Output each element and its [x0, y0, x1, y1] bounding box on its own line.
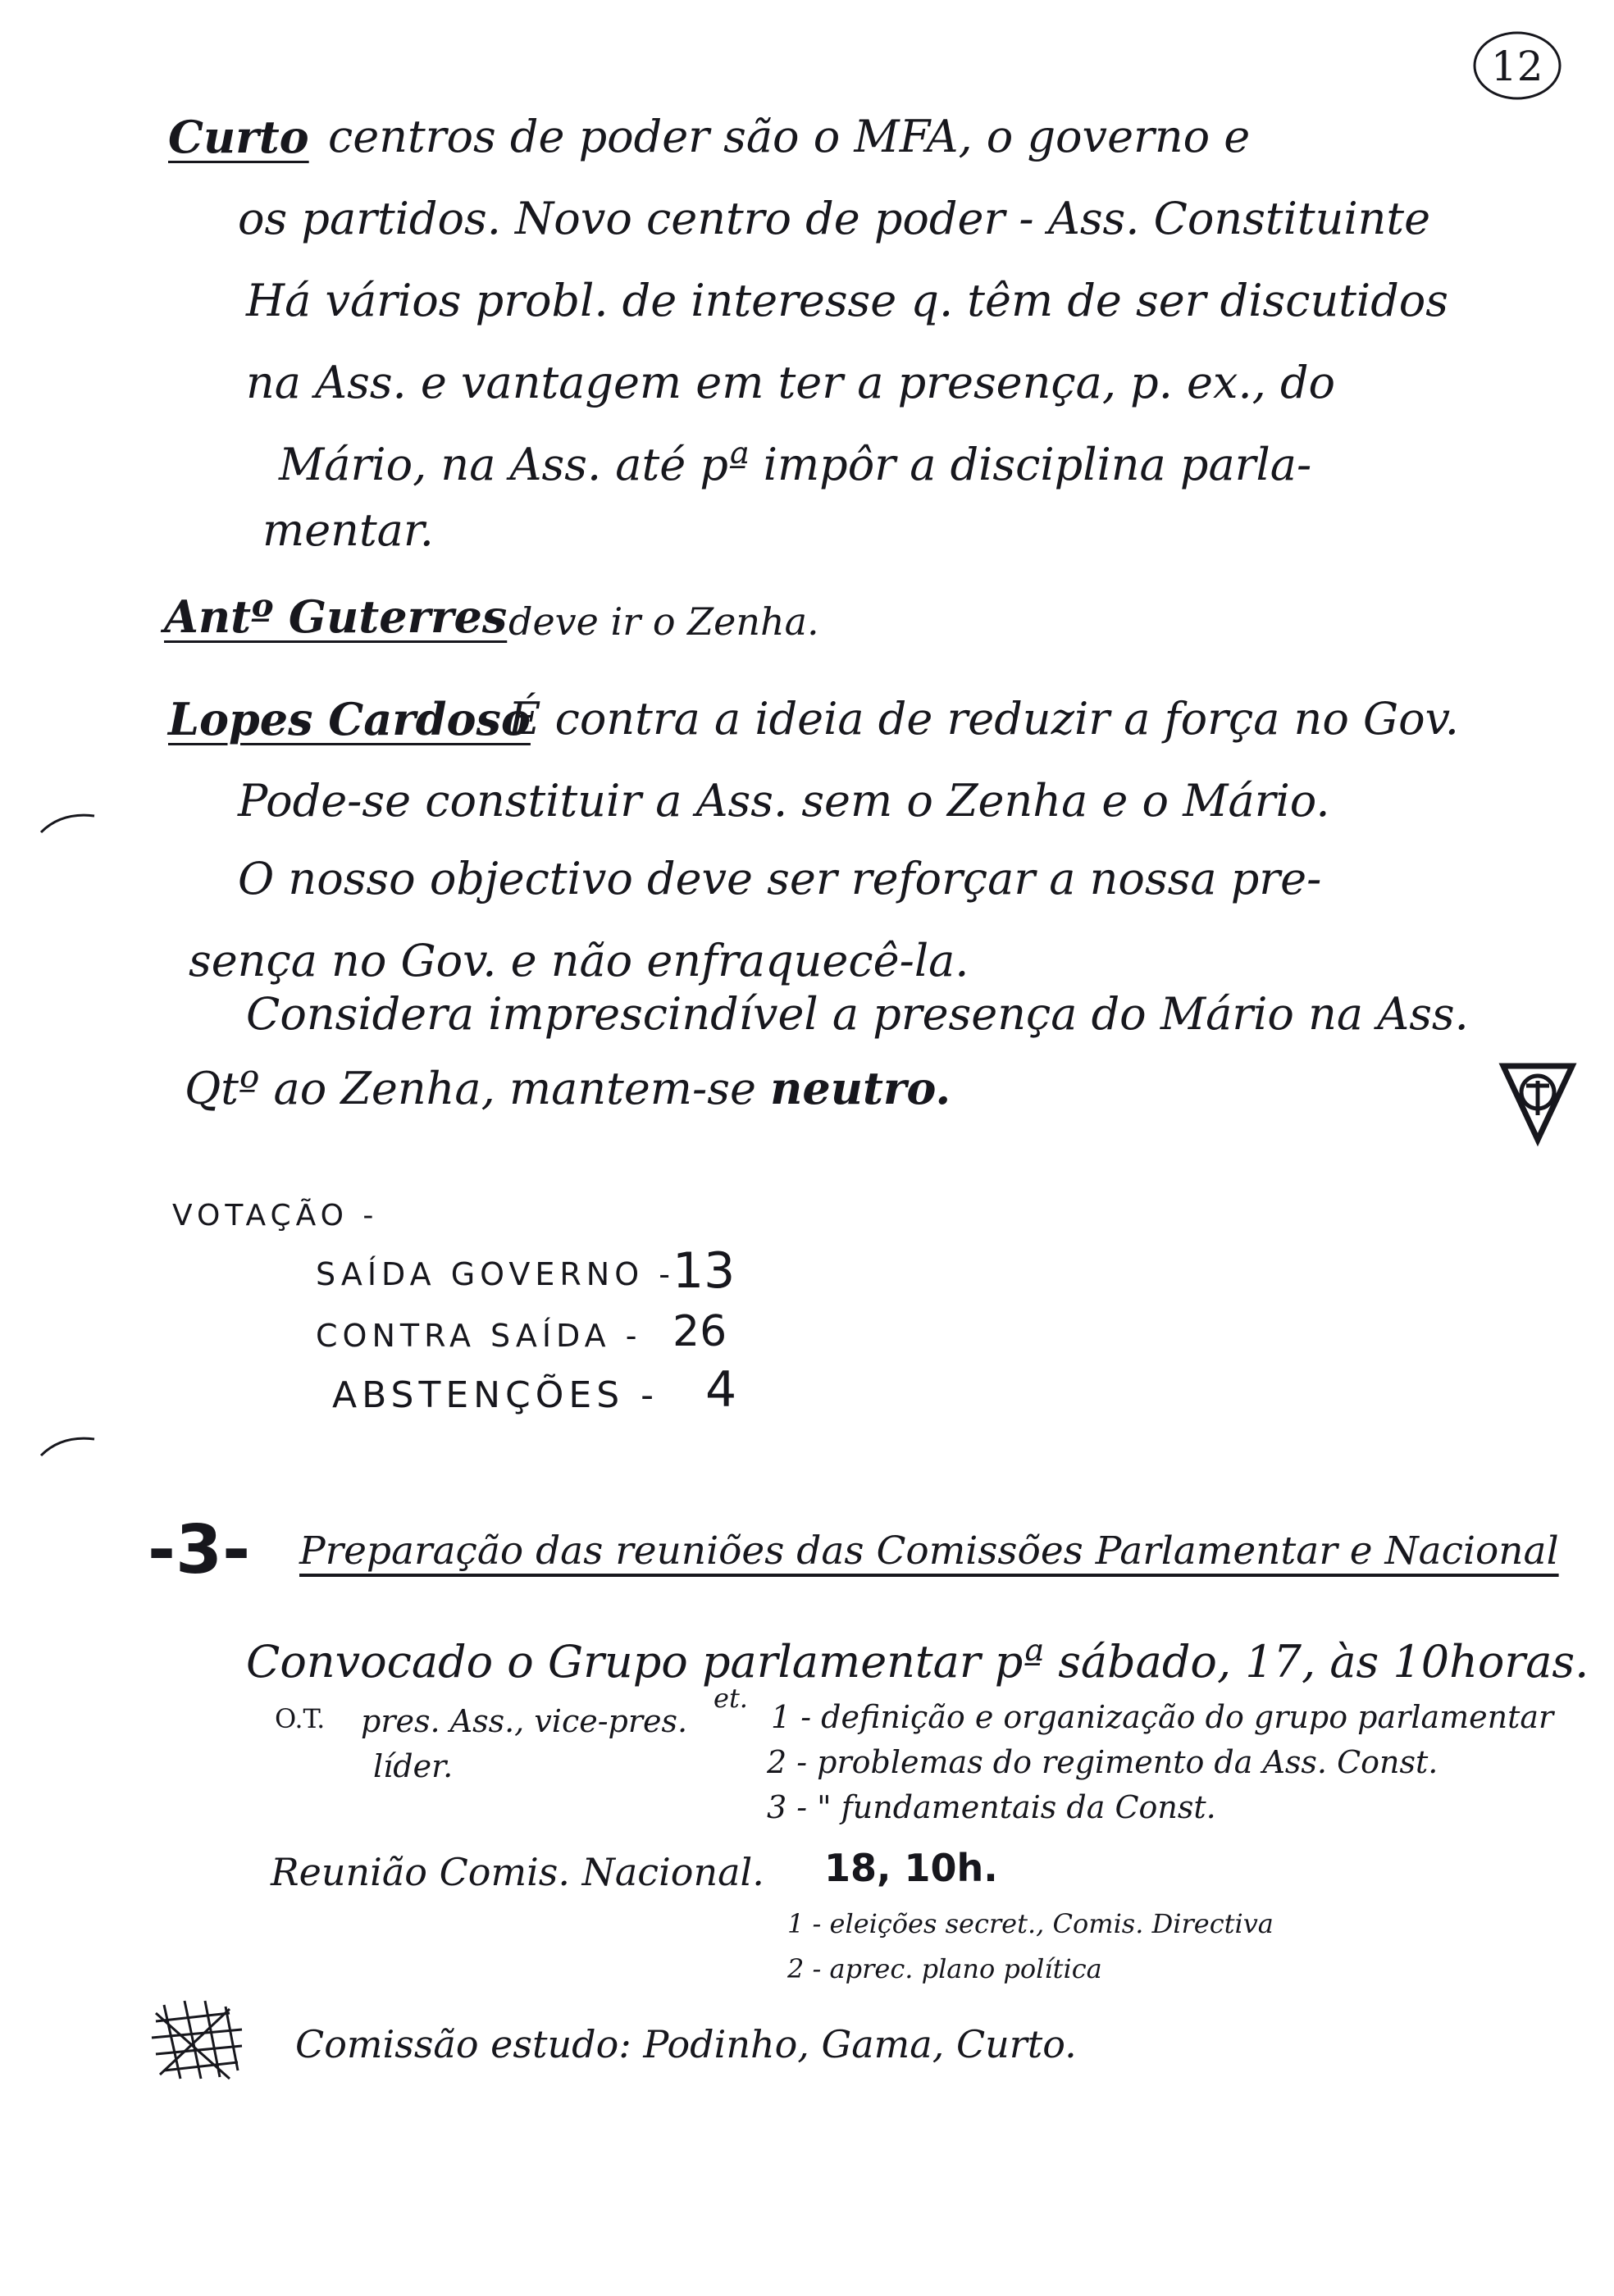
reuniao-item-1: 1 - eleições secret., Comis. Directiva — [787, 1908, 1274, 1939]
ot-marker: et. — [714, 1683, 748, 1714]
speaker-lopes-cardoso: Lopes Cardoso — [168, 693, 531, 745]
vote-value-abstencoes: 4 — [705, 1361, 737, 1419]
monogram-stamp-icon — [1497, 1058, 1579, 1148]
vote-value-saida: 13 — [672, 1242, 736, 1300]
vote-heading: VOTAÇÃO - — [172, 1199, 379, 1232]
reuniao-date: 18, 10h. — [824, 1846, 998, 1890]
crosshatch-scribble-icon — [148, 1997, 254, 2087]
curto-line-6: mentar. — [262, 504, 434, 556]
curto-line-1: centros de poder são o MFA, o governo e — [328, 111, 1251, 162]
lopes-line-2: Pode-se constituir a Ass. sem o Zenha e o Mário. — [238, 775, 1330, 827]
margin-mark-icon — [37, 1431, 103, 1464]
reuniao-line: Reunião Comis. Nacional. — [271, 1850, 764, 1894]
vote-label-saida: SAÍDA GOVERNO - — [316, 1256, 675, 1292]
reuniao-item-2: 2 - aprec. plano política — [787, 1953, 1102, 1984]
speaker-curto: Curto — [168, 111, 309, 163]
section-title: Preparação das reuniões das Comissões Parlamentar e Nacional — [299, 1528, 1559, 1574]
comissao-line: Comissão estudo: Podinho, Gama, Curto. — [295, 2022, 1077, 2066]
lopes-line-5: Considera imprescindível a presença do Mário na Ass. — [246, 988, 1469, 1040]
lopes-last-neutro: neutro. — [770, 1062, 951, 1114]
speaker-guterres: Antº Guterres — [164, 590, 508, 643]
ot-left-line-2: líder. — [373, 1748, 454, 1784]
lopes-line-3: O nosso objectivo deve ser reforçar a nossa pre- — [238, 853, 1322, 904]
convocation-line: Convocado o Grupo parlamentar pª sábado, 17, às 10horas. — [246, 1636, 1589, 1688]
lopes-line-4: sença no Gov. e não enfraquecê-la. — [189, 935, 969, 986]
curto-line-5: Mário, na Ass. até pª impôr a disciplina parla- — [279, 439, 1312, 490]
curto-line-4: na Ass. e vantagem em ter a presença, p. ex., do — [246, 357, 1336, 408]
lopes-line-1: É contra a ideia de reduzir a força no Gov. — [508, 693, 1459, 745]
curto-line-3: Há vários probl. de interesse q. têm de ser discutidos — [246, 275, 1448, 326]
lopes-last-prefix: Qtº ao Zenha, mantem-se — [185, 1063, 756, 1114]
ot-item-3: 3 - " fundamentais da Const. — [767, 1789, 1216, 1825]
ot-label: O.T. — [275, 1703, 326, 1734]
curto-line-2: os partidos. Novo centro de poder - Ass. Constituinte — [238, 193, 1431, 244]
ot-item-1: 1 - definição e organização do grupo parlamentar — [771, 1699, 1554, 1735]
vote-label-abstencoes: ABSTENÇÕES - — [332, 1374, 659, 1416]
guterres-line: deve ir o Zenha. — [508, 599, 819, 644]
margin-mark-icon — [37, 808, 103, 840]
vote-value-contra: 26 — [672, 1307, 727, 1356]
section-number: -3- — [148, 1511, 251, 1589]
vote-label-contra: CONTRA SAÍDA - — [316, 1318, 642, 1354]
ot-item-2: 2 - problemas do regimento da Ass. Const. — [767, 1744, 1438, 1780]
page-number: 12 — [1491, 43, 1543, 90]
lopes-last-line — [185, 1062, 951, 1114]
ot-left-line-1: pres. Ass., vice-pres. — [361, 1703, 688, 1739]
